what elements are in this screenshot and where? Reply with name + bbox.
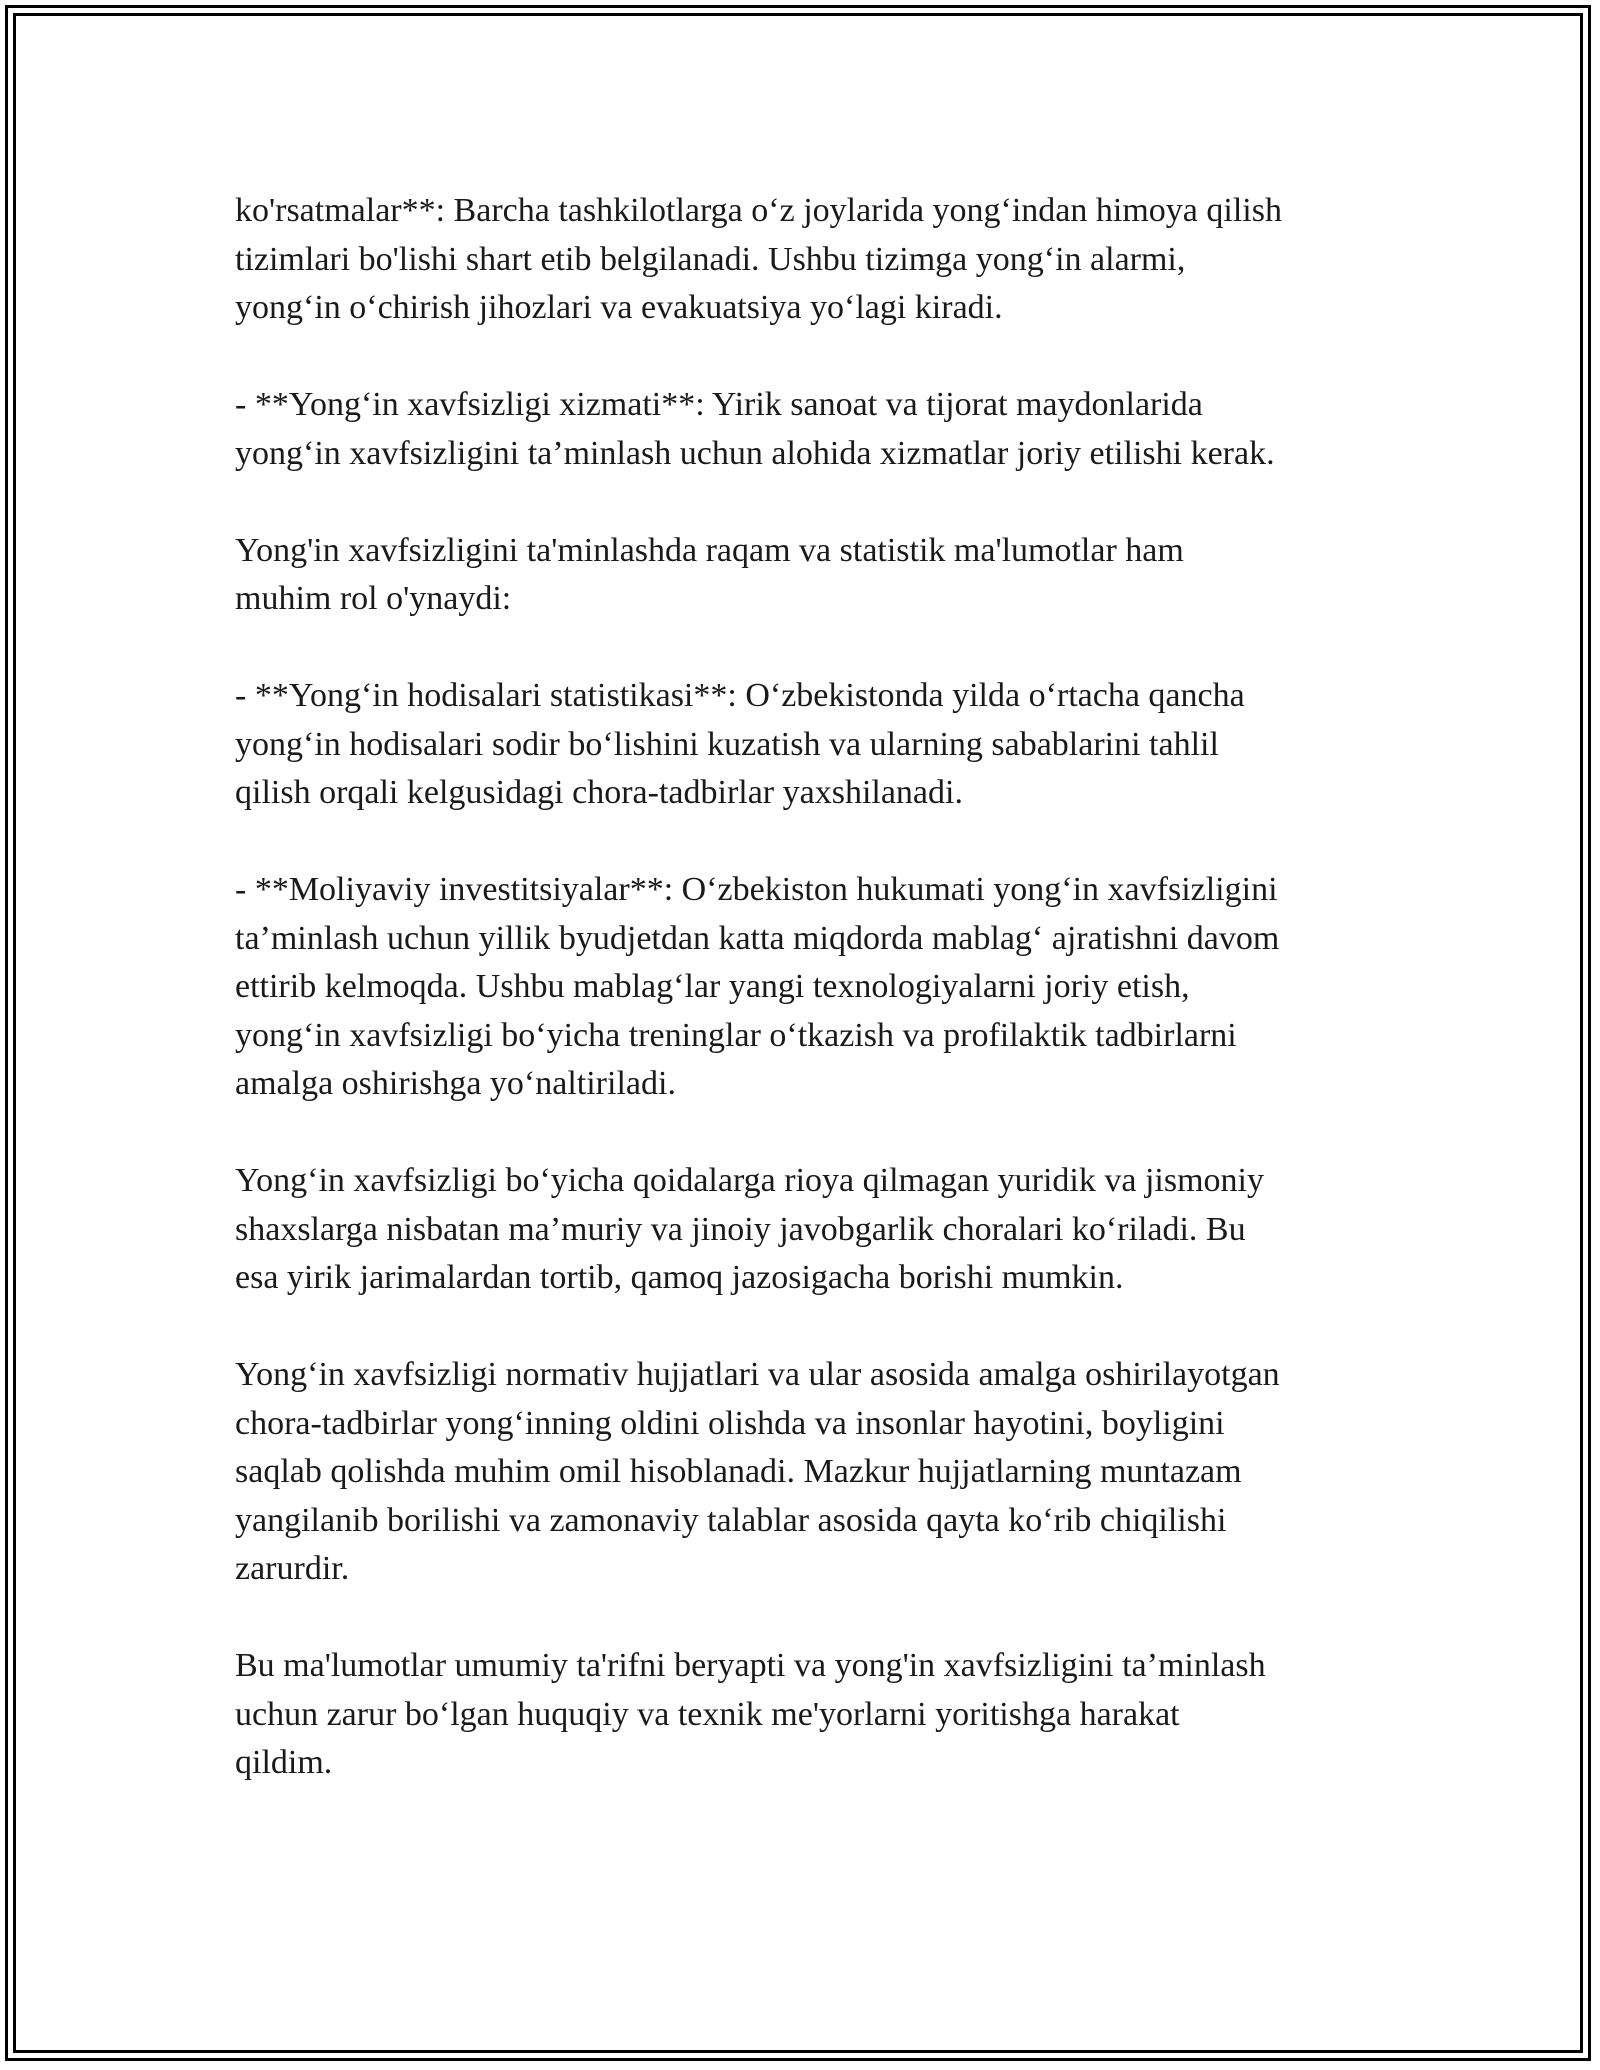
text-line: yong‘in xavfsizligi bo‘yicha treninglar o‘tkazish va profilaktik tadbirlarni: [235, 1016, 1237, 1054]
text-line: zarurdir.: [235, 1550, 350, 1587]
paragraph-statistics-intro: [235, 527, 1375, 624]
text-line: tizimlari bo'lishi shart etib belgilanadi. Ushbu tizimga yong‘in alarmi,: [235, 240, 1186, 278]
text-line: yangilanib borilishi va zamonaviy talablar asosida qayta ko‘rib chiqilishi: [235, 1501, 1227, 1539]
text-line: ettirib kelmoqda. Ushbu mablag‘lar yangi texnologiyalarni joriy etish,: [235, 968, 1190, 1005]
text-line: shaxslarga nisbatan ma’muriy va jinoiy javobgarlik choralari ko‘riladi. Bu: [235, 1210, 1246, 1248]
text-line: Bu ma'lumotlar umumiy ta'rifni beryapti va yong'in xavfsizligini ta’minlash: [235, 1647, 1266, 1684]
text-line: ko'rsatmalar**: Barcha tashkilotlarga o‘z joylarida yong‘indan himoya qilish: [235, 192, 1282, 229]
paragraph-conclusion: [235, 1642, 1375, 1788]
text-line: qildim.: [235, 1744, 333, 1781]
paragraph-financial-investments: [235, 866, 1375, 1109]
text-line: amalga oshirishga yo‘naltiriladi.: [235, 1065, 676, 1102]
text-line: uchun zarur bo‘lgan huquqiy va texnik me'yorlarni yoritishga harakat: [235, 1695, 1180, 1733]
text-line: - **Yong‘in xavfsizligi xizmati**: Yirik sanoat va tijorat maydonlarida: [235, 386, 1203, 423]
document-body: [235, 187, 1375, 1836]
paragraph-incident-statistics: [235, 672, 1375, 818]
text-line: yong‘in o‘chirish jihozlari va evakuatsiya yo‘lagi kiradi.: [235, 289, 1003, 326]
text-line: - **Yong‘in hodisalari statistikasi**: O‘zbekistonda yilda o‘rtacha qancha: [235, 677, 1245, 714]
text-line: saqlab qolishda muhim omil hisoblanadi. Mazkur hujjatlarning muntazam: [235, 1453, 1242, 1490]
text-line: Yong'in xavfsizligini ta'minlashda raqam va statistik ma'lumotlar ham: [235, 531, 1184, 569]
text-line: yong‘in hodisalari sodir bo‘lishini kuzatish va ularning sabablarini tahlil: [235, 725, 1219, 763]
text-line: Yong‘in xavfsizligi bo‘yicha qoidalarga rioya qilmagan yuridik va jismoniy: [235, 1162, 1264, 1199]
paragraph-fire-safety-service: [235, 381, 1375, 478]
text-line: esa yirik jarimalardan tortib, qamoq jazosigacha borishi mumkin.: [235, 1259, 1124, 1296]
text-line: chora-tadbirlar yong‘inning oldini olishda va insonlar hayotini, boyligini: [235, 1404, 1225, 1442]
paragraph-liability: [235, 1157, 1375, 1303]
text-line: yong‘in xavfsizligini ta’minlash uchun alohida xizmatlar joriy etilishi kerak.: [235, 434, 1275, 472]
text-line: ta’minlash uchun yillik byudjetdan katta miqdorda mablag‘ ajratishni davom: [235, 919, 1280, 957]
text-line: - **Moliyaviy investitsiyalar**: O‘zbekiston hukumati yong‘in xavfsizligini: [235, 871, 1278, 908]
text-line: Yong‘in xavfsizligi normativ hujjatlari va ular asosida amalga oshirilayotgan: [235, 1356, 1280, 1393]
paragraph-fire-protection-systems: [235, 187, 1375, 333]
text-line: muhim rol o'ynaydi:: [235, 580, 512, 617]
paragraph-normative-documents: [235, 1351, 1375, 1594]
text-line: qilish orqali kelgusidagi chora-tadbirlar yaxshilanadi.: [235, 774, 963, 811]
